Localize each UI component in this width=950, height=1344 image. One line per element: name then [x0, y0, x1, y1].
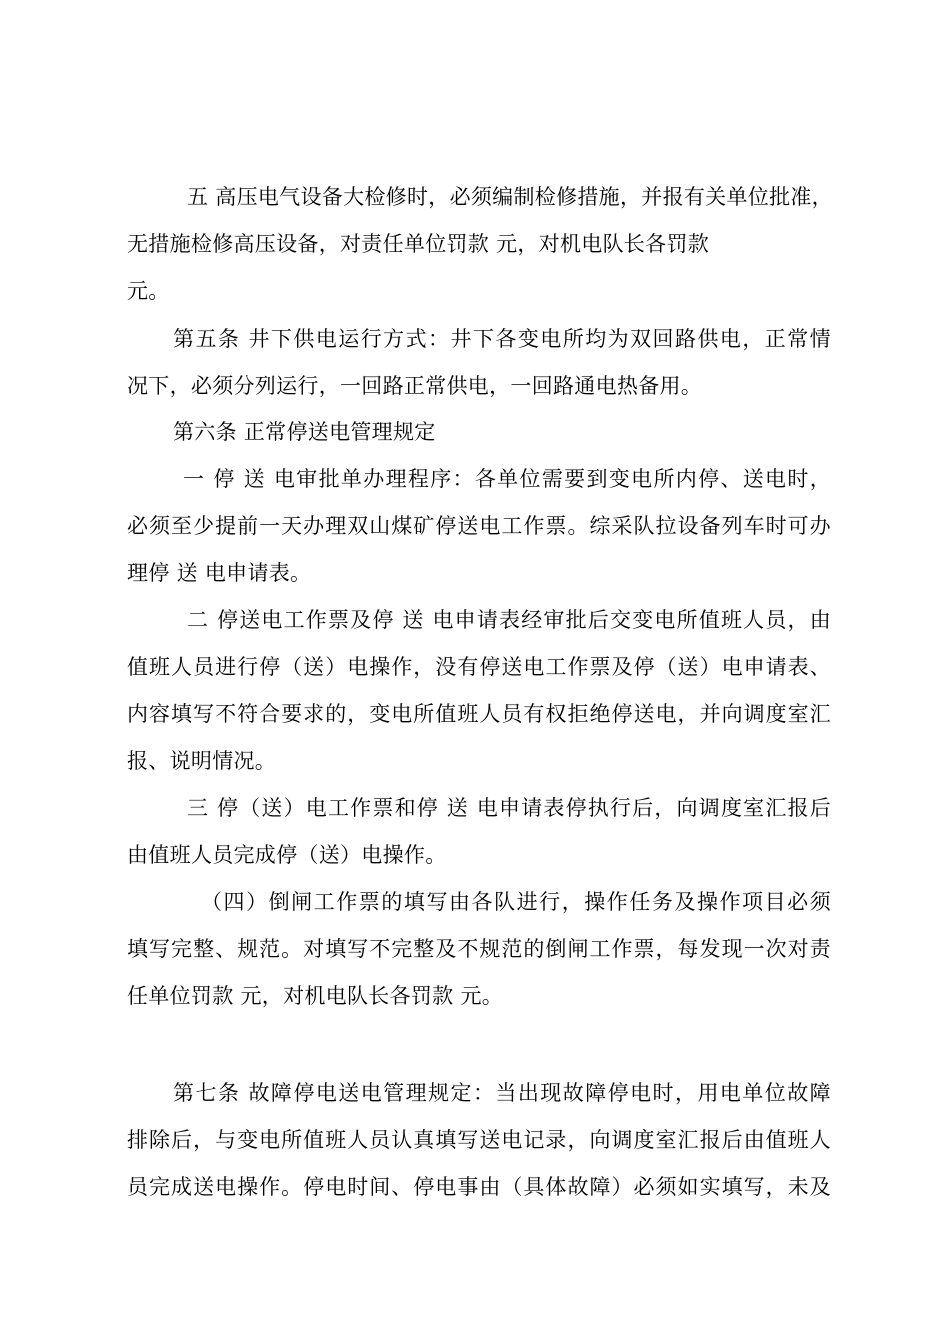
- text-line: （四）倒闸工作票的填写由各队进行，操作任务及操作项目必须: [201, 890, 831, 914]
- text-line: 第七条 故障停电送电管理规定：当出现故障停电时，用电单位故障: [173, 1081, 831, 1105]
- text-line: 填写完整、规范。对填写不完整及不规范的倒闸工作票，每发现一次对责: [127, 937, 831, 961]
- text-line: 理停 送 电申请表。: [127, 561, 312, 585]
- text-line: 况下，必须分列运行，一回路正常供电，一回路通电热备用。: [127, 374, 703, 398]
- text-line: 值班人员进行停（送）电操作，没有停送电工作票及停（送）电申请表、: [127, 655, 831, 679]
- text-line: 由值班人员完成停（送）电操作。: [127, 843, 447, 867]
- section-heading: 第六条 正常停送电管理规定: [173, 420, 436, 444]
- text-line: 三 停（送）电工作票和停 送 电申请表停执行后，向调度室汇报后: [187, 796, 831, 820]
- text-line: 二 停送电工作票及停 送 电申请表经审批后交变电所值班人员，由: [187, 608, 831, 632]
- text-line: 必须至少提前一天办理双山煤矿停送电工作票。综采队拉设备列车时可办: [127, 514, 831, 538]
- text-line: 无措施检修高压设备，对责任单位罚款 元，对机电队长各罚款: [127, 232, 710, 256]
- text-line: 五 高压电气设备大检修时，必须编制检修措施，并报有关单位批准，: [187, 185, 833, 209]
- text-line: 排除后，与变电所值班人员认真填写送电记录，向调度室汇报后由值班人: [127, 1128, 831, 1152]
- text-line: 内容填写不符合要求的，变电所值班人员有权拒绝停送电，并向调度室汇: [127, 702, 831, 726]
- text-line: 元。: [127, 279, 170, 303]
- text-line: 任单位罚款 元，对机电队长各罚款 元。: [127, 984, 504, 1008]
- text-line: 报、说明情况。: [127, 749, 277, 773]
- text-line: 第五条 井下供电运行方式：井下各变电所均为双回路供电，正常情: [173, 327, 831, 351]
- text-line: 员完成送电操作。停电时间、停电事由（具体故障）必须如实填写，未及: [127, 1175, 831, 1199]
- text-line: 一 停 送 电审批单办理程序：各单位需要到变电所内停、送电时，: [183, 467, 831, 491]
